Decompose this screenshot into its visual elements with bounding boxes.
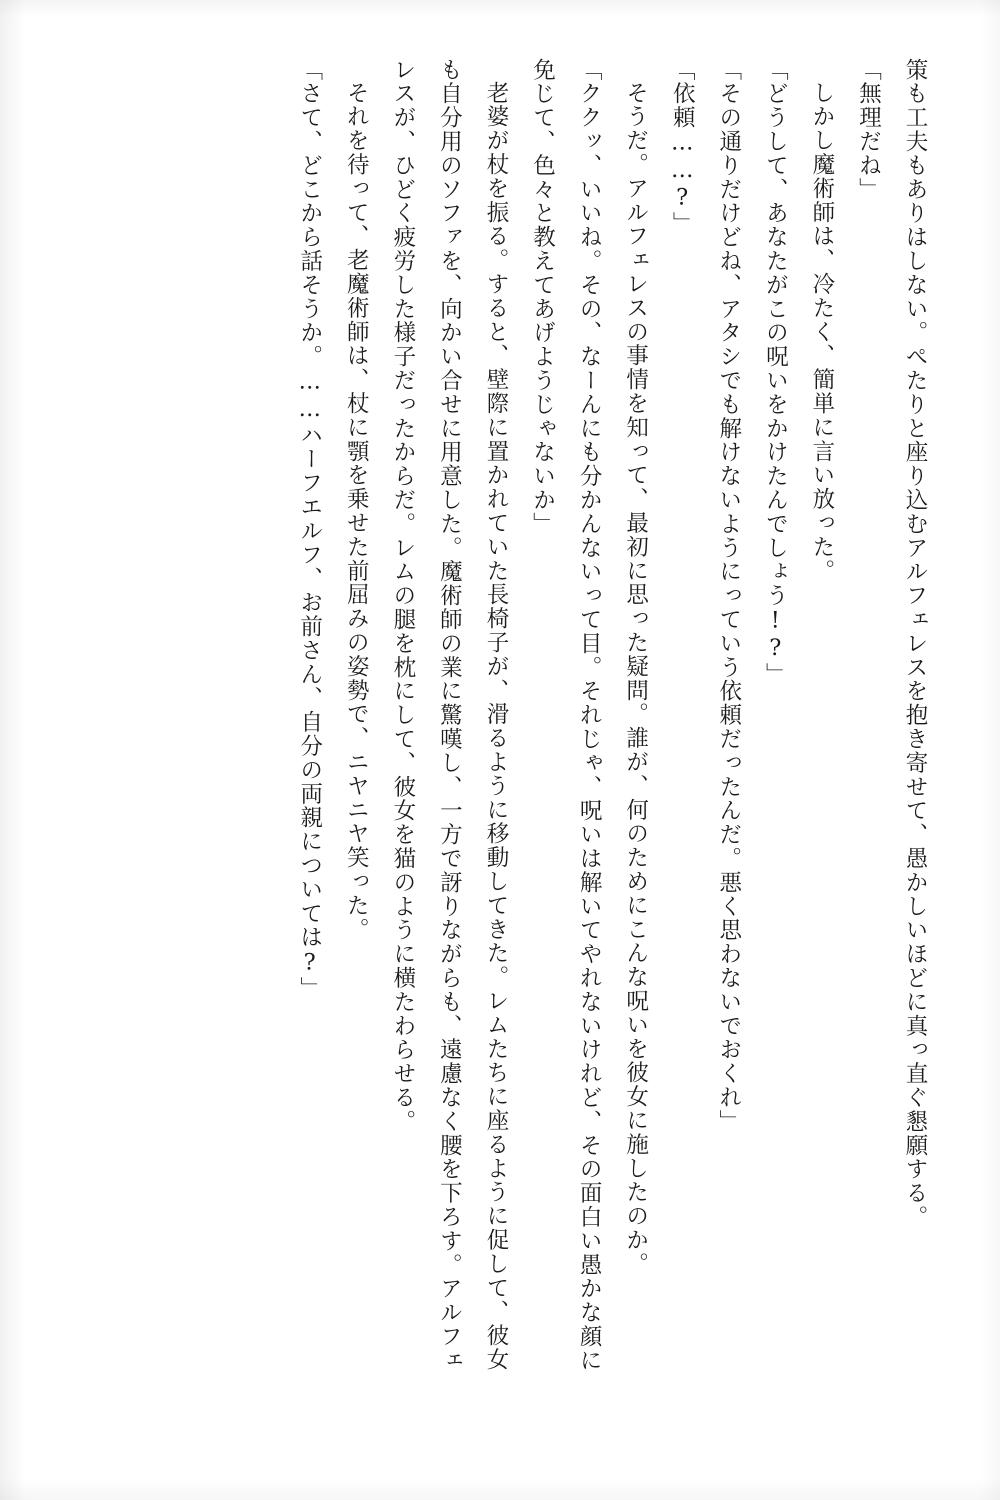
scan-shadow-top [0,0,1000,18]
paragraph: 「ククッ、いいね。その、なーんにも分かんないって目。それじゃ、呪いは解いてやれないけれど、その面白い愚かな顔に免じて、色々と教えてあげようじゃないか」 [529,58,603,1373]
paragraph: 老婆が杖を振る。すると、壁際に置かれていた長椅子が、滑るように移動してきた。レムたちに座るように促して、彼女も自分用のソファを、向かい合せに用意した。魔術師の業に驚嘆し、一方で訝りながらも、遠慮なく腰を下ろす。アルフェレスが、ひどく疲労した様子だったからだ。レムの腿を枕にして、彼女を猫のように横たわらせる。 [389,58,509,1373]
paragraph: そうだ。アルフェレスの事情を知って、最初に思った疑問。誰が、何のためにこんな呪いを彼女に施したのか。 [622,80,649,1276]
paragraph: 「さて、どこから話そうか。……ハーフエルフ、お前さん、自分の両親については?」 [296,58,323,1001]
paragraph: 「無理だね」 [855,58,882,202]
paragraph: 「依頼……?」 [669,58,696,236]
scan-shadow-right [980,0,1000,1500]
scan-shadow-bottom [0,1478,1000,1500]
paragraph: 「その通りだけどね、アタシでも解けないようにっていう依頼だったんだ。悪く思わないでおくれ」 [715,58,742,1134]
scan-shadow-left [0,0,26,1500]
paragraph: しかし魔術師は、冷たく、簡単に言い放った。 [808,80,835,583]
page-body-text [58,58,938,1378]
paragraph: 策も工夫もありはしない。ぺたりと座り込むアルフェレスを抱き寄せて、愚かしいほどに真っ直ぐ懇願する。 [902,58,928,1230]
paragraph: 「どうして、あなたがこの呪いをかけたんでしょう!?」 [762,58,789,687]
paragraph: それを待って、老魔術師は、杖に顎を乗せた前屈みの姿勢で、ニヤニヤ笑った。 [343,80,370,941]
